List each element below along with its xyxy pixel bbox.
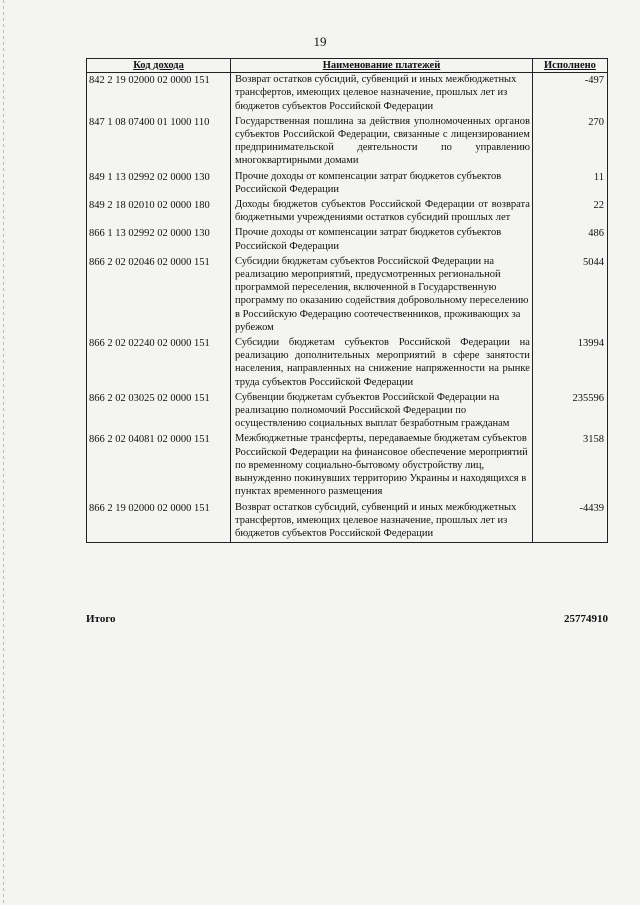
row-name: Доходы бюджетов субъектов Российской Федерации от возврата бюджетными учреждениями остатков субсидий прошлых лет	[231, 198, 533, 226]
row-name: Возврат остатков субсидий, субвенций и иных межбюджетных трансфертов, имеющих целевое назначение, прошлых лет из бюджетов субъектов Российской Федерации	[231, 73, 533, 115]
row-code: 847 1 08 07400 01 1000 110	[87, 115, 231, 170]
table-row	[87, 432, 608, 500]
row-name: Субвенции бюджетам субъектов Российской Федерации на реализацию полномочий Российской Федерации по осуществлению социальных выплат безработным гражданам	[231, 391, 533, 433]
table-header-row	[87, 59, 608, 73]
row-code: 849 1 13 02992 02 0000 130	[87, 170, 231, 198]
row-amount: 22	[532, 198, 607, 226]
row-code: 866 2 19 02000 02 0000 151	[87, 501, 231, 543]
row-amount: 270	[532, 115, 607, 170]
header-amount: Исполнено	[532, 59, 607, 73]
row-amount: -4439	[532, 501, 607, 543]
table-row	[87, 115, 608, 170]
row-name: Прочие доходы от компенсации затрат бюджетов субъектов Российской Федерации	[231, 170, 533, 198]
row-code: 866 1 13 02992 02 0000 130	[87, 226, 231, 254]
table-row	[87, 255, 608, 336]
row-code: 842 2 19 02000 02 0000 151	[87, 73, 231, 115]
row-code: 849 2 18 02010 02 0000 180	[87, 198, 231, 226]
table-row	[87, 501, 608, 543]
row-code: 866 2 02 02240 02 0000 151	[87, 336, 231, 391]
row-name: Субсидии бюджетам субъектов Российской Федерации на реализацию мероприятий, предусмотренных региональной программой переселения, включенной в Государственную программу по оказанию содействия добровольному переселению в Российскую Федерацию соотечественников, проживающих за рубежом	[231, 255, 533, 336]
total-label: Итого	[86, 613, 116, 625]
row-code: 866 2 02 02046 02 0000 151	[87, 255, 231, 336]
row-name: Субсидии бюджетам субъектов Российской Федерации на реализацию дополнительных мероприятий в сфере занятости населения, направленных на снижение напряженности на рынке труда субъектов Российской Федерации	[231, 336, 533, 391]
table-row	[87, 198, 608, 226]
row-amount: 13994	[532, 336, 607, 391]
row-name: Возврат остатков субсидий, субвенций и иных межбюджетных трансфертов, имеющих целевое назначение, прошлых лет из бюджетов субъектов Российской Федерации	[231, 501, 533, 543]
table-row	[87, 391, 608, 433]
row-amount: 5044	[532, 255, 607, 336]
row-code: 866 2 02 04081 02 0000 151	[87, 432, 231, 500]
row-amount: 235596	[532, 391, 607, 433]
row-amount: 3158	[532, 432, 607, 500]
row-amount: 11	[532, 170, 607, 198]
table-row	[87, 336, 608, 391]
table-row	[87, 226, 608, 254]
header-name: Наименование платежей	[231, 59, 533, 73]
header-code: Код дохода	[87, 59, 231, 73]
table-row	[87, 170, 608, 198]
page-number: 19	[313, 34, 327, 49]
row-code: 866 2 02 03025 02 0000 151	[87, 391, 231, 433]
row-name: Прочие доходы от компенсации затрат бюджетов субъектов Российской Федерации	[231, 226, 533, 254]
row-amount: 486	[532, 226, 607, 254]
row-amount: -497	[532, 73, 607, 115]
revenue-table	[86, 58, 608, 543]
row-name: Государственная пошлина за действия уполномоченных органов субъектов Российской Федерации, связанные с лицензированием предпринимательской деятельности по управлению многоквартирными домами	[231, 115, 533, 170]
scan-edge	[3, 0, 4, 905]
total-value: 25774910	[564, 613, 608, 625]
row-name: Межбюджетные трансферты, передаваемые бюджетам субъектов Российской Федерации на финансовое обеспечение мероприятий по временному социально-бытовому обустройству лиц, вынужденно покинувших территорию Украины и находящихся в пунктах временного размещения	[231, 432, 533, 500]
table-row	[87, 73, 608, 115]
